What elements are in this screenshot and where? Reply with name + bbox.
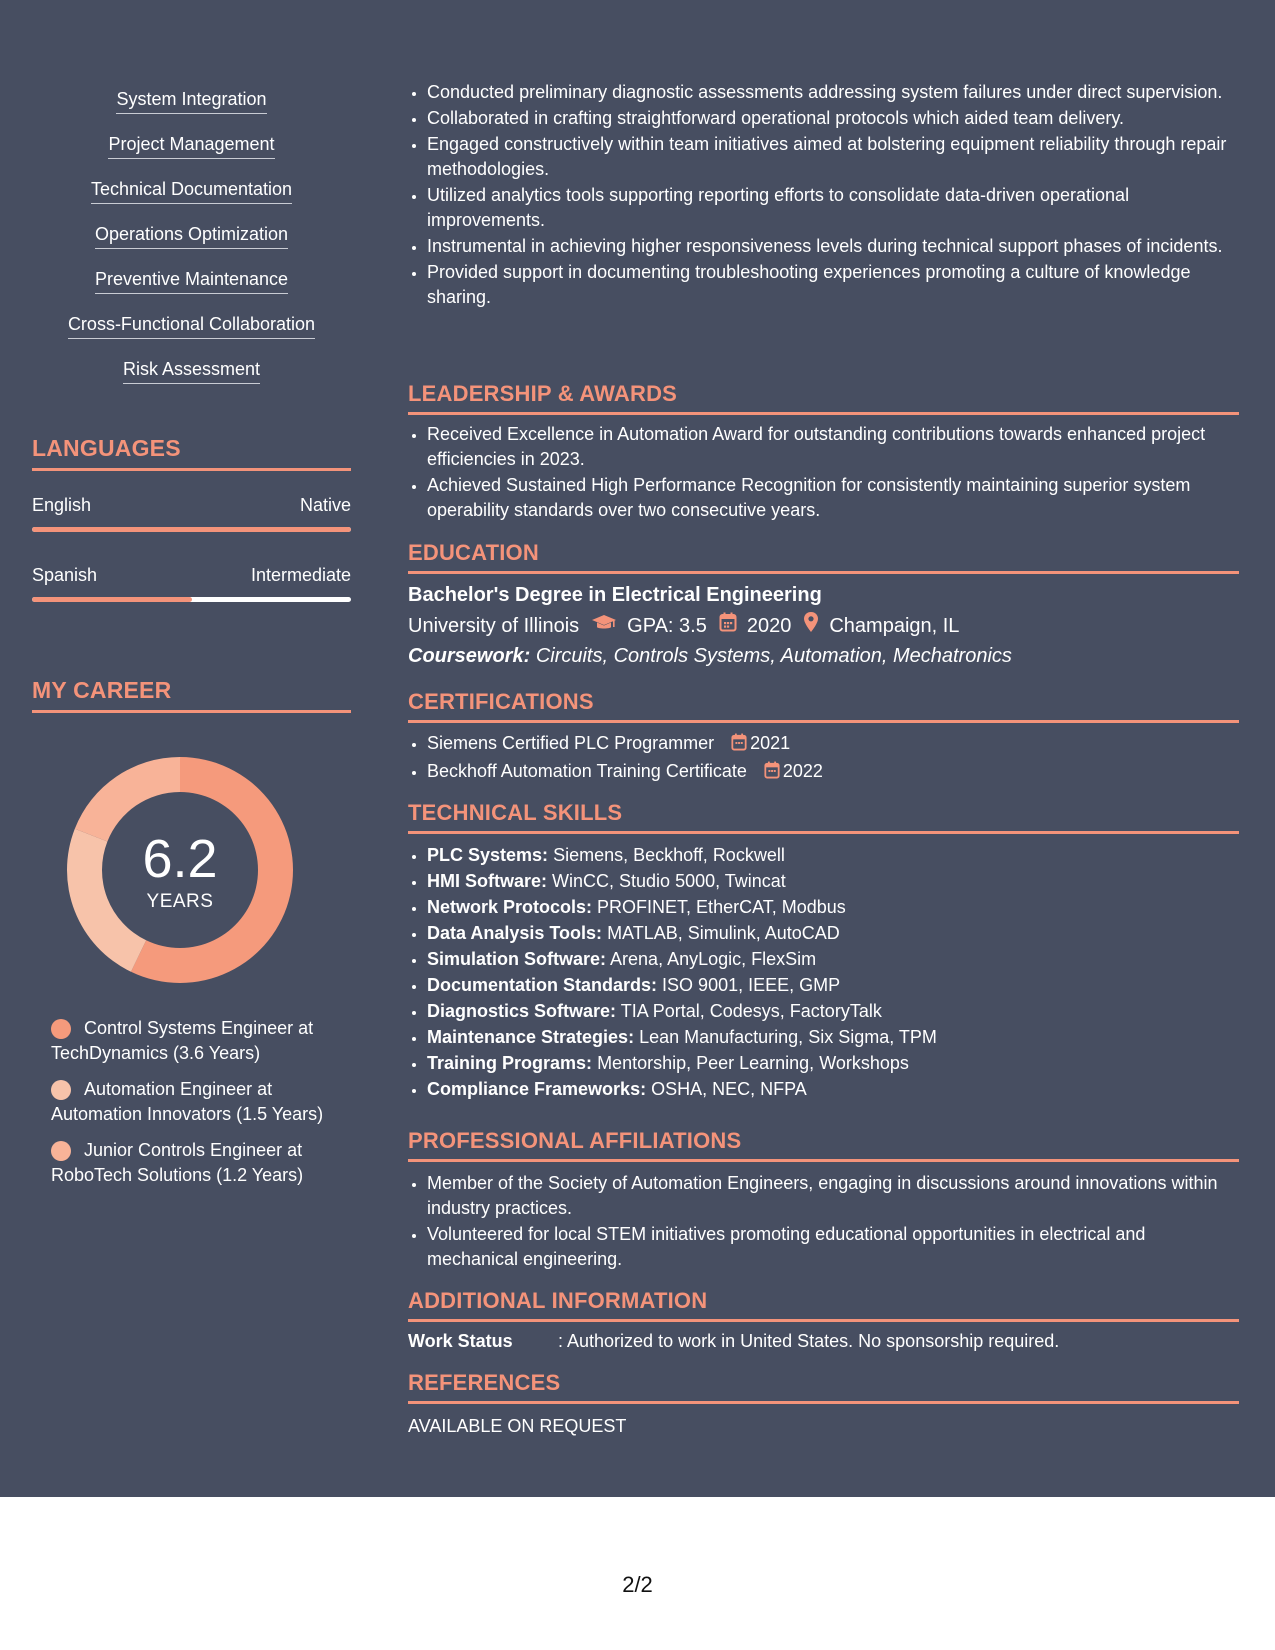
legend-dot xyxy=(51,1141,71,1161)
calendar-icon xyxy=(731,733,747,758)
skill-item xyxy=(32,176,351,221)
graduation-cap-icon xyxy=(591,613,617,639)
career-heading: MY CAREER xyxy=(32,677,351,713)
technical-skill-item xyxy=(427,843,1239,868)
technical-skill-value: OSHA, NEC, NFPA xyxy=(651,1079,807,1099)
language-level: Intermediate xyxy=(250,565,351,585)
certification-year: 2021 xyxy=(750,733,791,753)
technical-skill-label: HMI Software: xyxy=(427,871,548,891)
coursework-label: Coursework: xyxy=(408,645,531,667)
language-proficiency-bar xyxy=(32,597,351,602)
career-legend-item xyxy=(51,1016,341,1066)
location-pin-icon xyxy=(803,611,819,640)
education-heading: EDUCATION xyxy=(408,540,1239,574)
languages-heading: LANGUAGES xyxy=(32,435,351,471)
experience-bullets xyxy=(408,80,1239,311)
legend-label: Automation Engineer at Automation Innovators (1.5 Years) xyxy=(51,1079,324,1124)
leadership-list xyxy=(408,422,1239,524)
leadership-heading: LEADERSHIP & AWARDS xyxy=(408,381,1239,415)
technical-skill-label: Compliance Frameworks: xyxy=(427,1079,647,1099)
education-location: Champaign, IL xyxy=(829,614,960,637)
page-number: 2/2 xyxy=(622,1572,653,1597)
experience-bullet: • Conducted preliminary diagnostic assessments addressing system failures under direct supervision. xyxy=(427,80,1239,105)
education-meta xyxy=(408,611,959,640)
language-proficiency-bar xyxy=(32,527,351,532)
skill-tag: Preventive Maintenance xyxy=(95,266,288,294)
skill-item xyxy=(32,86,351,131)
skill-item xyxy=(32,221,351,266)
skill-item xyxy=(32,311,351,356)
legend-label: Junior Controls Engineer at RoboTech Solutions (1.2 Years) xyxy=(51,1140,304,1185)
experience-bullet: • Collaborated in crafting straightforward operational protocols which aided team delivery. xyxy=(427,106,1239,131)
skills-list xyxy=(32,86,351,401)
technical-skill-item xyxy=(427,1025,1239,1050)
additional-info-heading: ADDITIONAL INFORMATION xyxy=(408,1288,1239,1322)
technical-skill-item xyxy=(427,947,1239,972)
technical-skill-item xyxy=(427,895,1239,920)
certification-name: Siemens Certified PLC Programmer xyxy=(427,733,715,753)
affiliations-list xyxy=(408,1171,1239,1273)
affiliation-item: • Volunteered for local STEM initiatives promoting educational opportunities in electrical and mechanical engineering. xyxy=(427,1222,1239,1272)
technical-skill-value: Arena, AnyLogic, FlexSim xyxy=(610,949,817,969)
calendar-icon xyxy=(764,761,780,786)
experience-bullet: • Instrumental in achieving higher responsiveness levels during technical support phases of incidents. xyxy=(427,234,1239,259)
certification-item xyxy=(427,759,1239,786)
affiliation-item: • Member of the Society of Automation Engineers, engaging in discussions around innovations within industry practices. xyxy=(427,1171,1239,1221)
certification-item xyxy=(427,731,1239,758)
language-level: Native xyxy=(299,495,351,515)
education-school: University of Illinois xyxy=(408,614,580,637)
skill-tag: Cross-Functional Collaboration xyxy=(68,311,315,339)
technical-skill-label: Simulation Software: xyxy=(427,949,607,969)
technical-skill-item xyxy=(427,1077,1239,1102)
technical-skill-value: Lean Manufacturing, Six Sigma, TPM xyxy=(639,1027,937,1047)
skill-tag: Operations Optimization xyxy=(95,221,288,249)
technical-skills-list xyxy=(408,843,1239,1103)
technical-skill-label: Data Analysis Tools: xyxy=(427,923,603,943)
skill-item xyxy=(32,266,351,311)
calendar-icon xyxy=(719,612,737,639)
career-legend-item xyxy=(51,1138,341,1188)
references-text: AVAILABLE ON REQUEST xyxy=(408,1416,627,1436)
technical-skill-value: ISO 9001, IEEE, GMP xyxy=(662,975,841,995)
skill-tag: Risk Assessment xyxy=(123,356,260,384)
technical-skill-item xyxy=(427,1051,1239,1076)
technical-skills-heading: TECHNICAL SKILLS xyxy=(408,800,1239,834)
technical-skill-label: Training Programs: xyxy=(427,1053,593,1073)
technical-skill-item xyxy=(427,921,1239,946)
language-row-english xyxy=(32,493,351,532)
language-row-spanish xyxy=(32,563,351,602)
technical-skill-label: PLC Systems: xyxy=(427,845,549,865)
skill-tag: Project Management xyxy=(108,131,274,159)
work-status-value: : Authorized to work in United States. No sponsorship required. xyxy=(558,1331,1060,1351)
skill-item xyxy=(32,356,351,401)
technical-skill-value: TIA Portal, Codesys, FactoryTalk xyxy=(620,1001,882,1021)
legend-dot xyxy=(51,1019,71,1039)
experience-bullet: • Engaged constructively within team initiatives aimed at bolstering equipment reliability through repair methodologies. xyxy=(427,132,1239,182)
coursework-value: Circuits, Controls Systems, Automation, Mechatronics xyxy=(535,645,1012,667)
technical-skill-item xyxy=(427,869,1239,894)
certifications-list xyxy=(408,731,1239,787)
technical-skill-value: Mentorship, Peer Learning, Workshops xyxy=(597,1053,909,1073)
certification-year: 2022 xyxy=(782,761,823,781)
technical-skill-value: MATLAB, Simulink, AutoCAD xyxy=(607,923,840,943)
education-year: 2020 xyxy=(746,614,792,637)
technical-skill-value: Siemens, Beckhoff, Rockwell xyxy=(553,845,785,865)
language-name: Spanish xyxy=(32,565,98,585)
language-name: English xyxy=(32,495,92,515)
technical-skill-label: Network Protocols: xyxy=(427,897,593,917)
career-donut-chart xyxy=(67,757,293,983)
career-years-unit: YEARS xyxy=(146,891,214,912)
technical-skill-value: WinCC, Studio 5000, Twincat xyxy=(552,871,786,891)
legend-dot xyxy=(51,1080,71,1100)
certifications-heading: CERTIFICATIONS xyxy=(408,689,1239,723)
certification-name: Beckhoff Automation Training Certificate xyxy=(427,761,747,781)
career-total-years: 6.2 xyxy=(142,829,218,889)
technical-skill-value: PROFINET, EtherCAT, Modbus xyxy=(597,897,846,917)
affiliations-heading: PROFESSIONAL AFFILIATIONS xyxy=(408,1128,1239,1162)
work-status-label: Work Status xyxy=(408,1331,513,1351)
experience-bullet: • Provided support in documenting troubleshooting experiences promoting a culture of knowledge sharing. xyxy=(427,260,1239,310)
skill-item xyxy=(32,131,351,176)
technical-skill-item xyxy=(427,973,1239,998)
education-coursework xyxy=(408,643,1012,669)
education-gpa: GPA: 3.5 xyxy=(627,614,707,637)
technical-skill-item xyxy=(427,999,1239,1024)
leadership-item: • Received Excellence in Automation Award for outstanding contributions towards enhanced project efficiencies in 2023. xyxy=(427,422,1239,472)
education-degree: Bachelor's Degree in Electrical Engineering xyxy=(408,584,822,606)
technical-skill-label: Maintenance Strategies: xyxy=(427,1027,635,1047)
leadership-item: • Achieved Sustained High Performance Recognition for consistently maintaining superior system operability standards over two consecutive years. xyxy=(427,473,1239,523)
language-proficiency-fill xyxy=(32,597,192,602)
experience-bullet: • Utilized analytics tools supporting reporting efforts to consolidate data-driven operational improvements. xyxy=(427,183,1239,233)
skill-tag: Technical Documentation xyxy=(91,176,292,204)
career-legend-item xyxy=(51,1077,341,1127)
language-proficiency-fill xyxy=(32,527,351,532)
career-legend xyxy=(51,1016,341,1199)
references-heading: REFERENCES xyxy=(408,1370,1239,1404)
work-status-row xyxy=(408,1329,1059,1354)
technical-skill-label: Diagnostics Software: xyxy=(427,1001,617,1021)
legend-label: Control Systems Engineer at TechDynamics (3.6 Years) xyxy=(51,1018,314,1063)
technical-skill-label: Documentation Standards: xyxy=(427,975,658,995)
skill-tag: System Integration xyxy=(116,86,266,114)
